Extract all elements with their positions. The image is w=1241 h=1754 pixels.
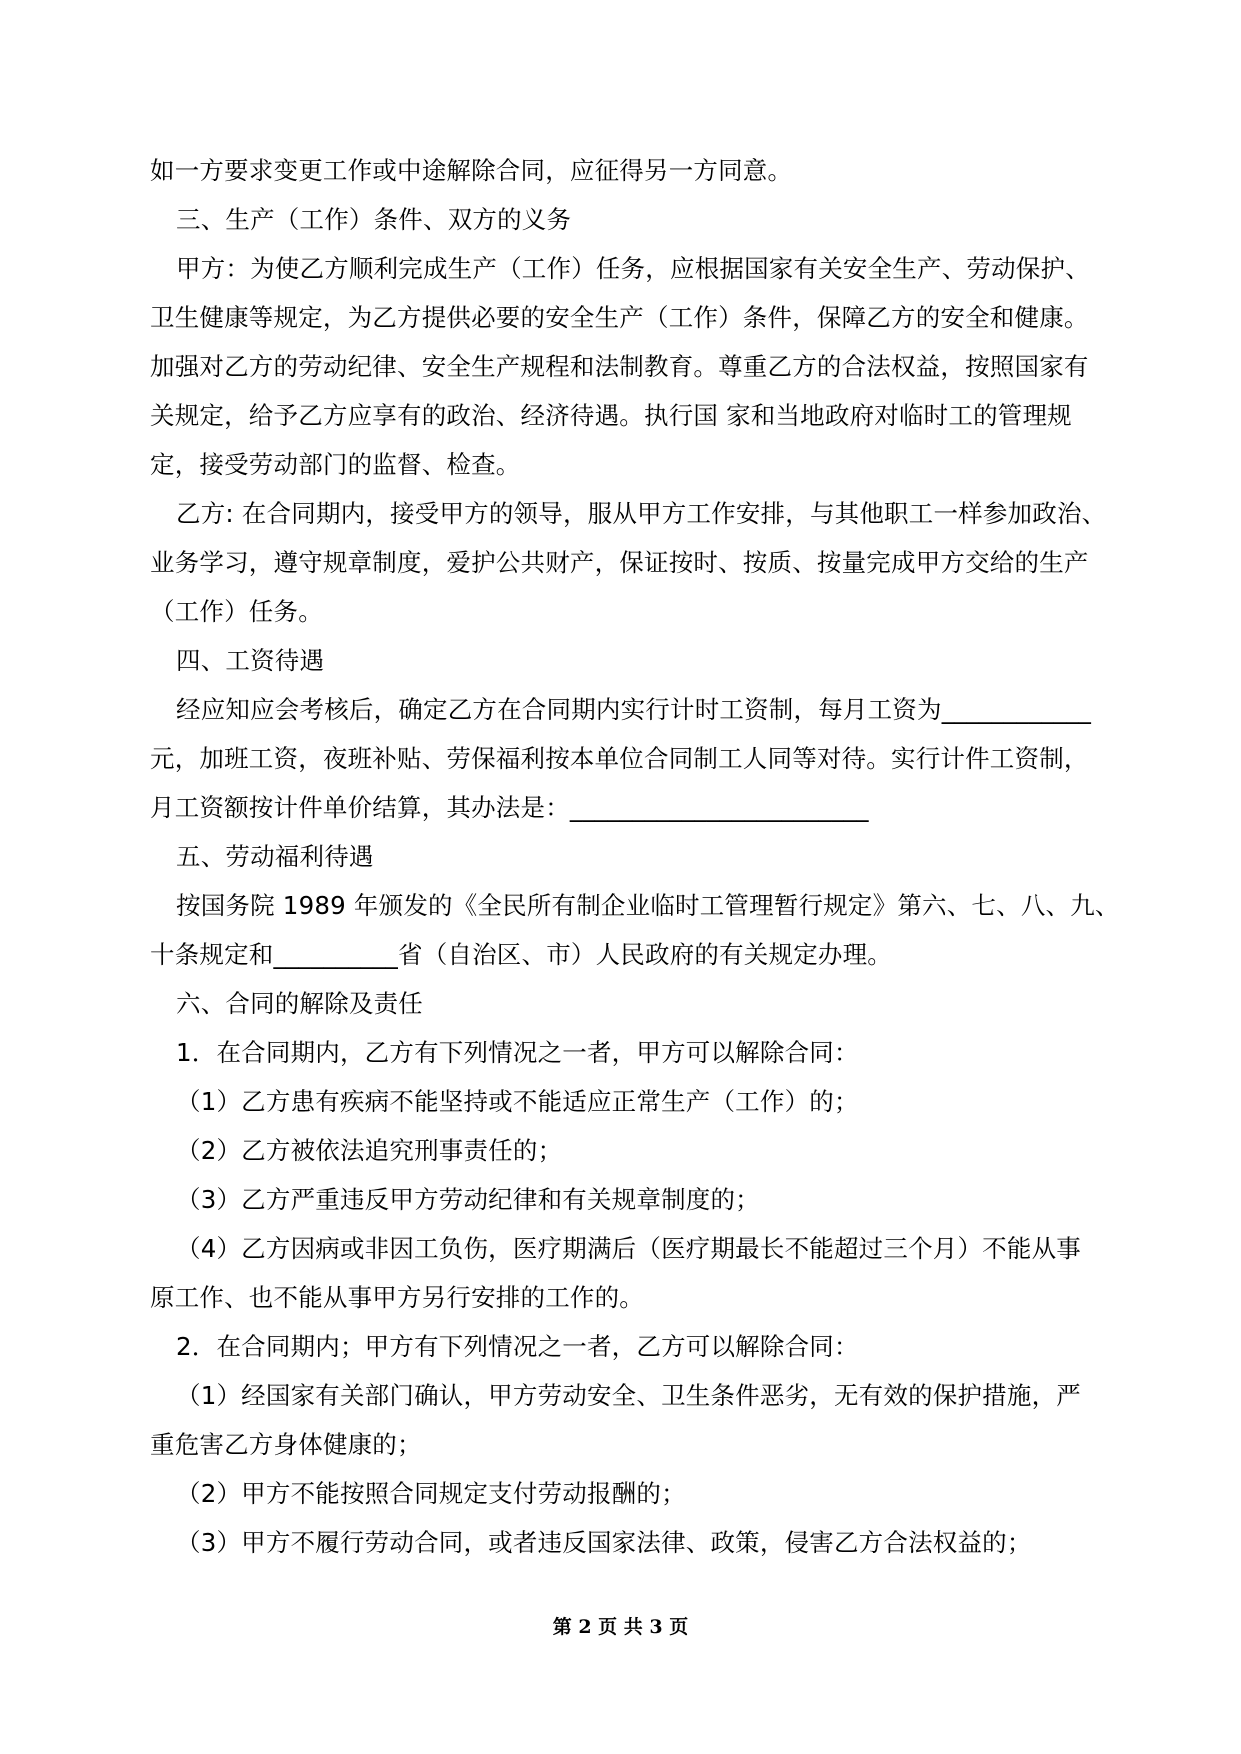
paragraph-line: 关规定，给予乙方应享有的政治、经济待遇。执行国 家和当地政府对临时工的管理规 <box>150 401 1072 430</box>
paragraph-line: 重危害乙方身体健康的； <box>150 1430 422 1459</box>
paragraph-line: （2）乙方被依法追究刑事责任的； <box>176 1136 563 1165</box>
paragraph-line: （2）甲方不能按照合同规定支付劳动报酬的； <box>176 1479 686 1508</box>
paragraph-line: 加强对乙方的劳动纪律、安全生产规程和法制教育。尊重乙方的合法权益，按照国家有 <box>150 352 1089 381</box>
paragraph-line: 如一方要求变更工作或中途解除合同，应征得另一方同意。 <box>150 156 793 185</box>
paragraph-line: （工作）任务。 <box>150 597 323 626</box>
paragraph-line: （3）甲方不履行劳动合同，或者违反国家法律、政策，侵害乙方合法权益的； <box>176 1528 1032 1557</box>
paragraph-line: 经应知应会考核后，确定乙方在合同期内实行计时工资制，每月工资为____________ <box>176 695 1092 724</box>
paragraph-line: 卫生健康等规定，为乙方提供必要的安全生产（工作）条件，保障乙方的安全和健康。 <box>150 303 1089 332</box>
paragraph-line: 1．在合同期内，乙方有下列情况之一者，甲方可以解除合同： <box>176 1038 859 1067</box>
paragraph-line: 四、工资待遇 <box>176 646 325 675</box>
paragraph-line: 原工作、也不能从事甲方另行安排的工作的。 <box>150 1283 644 1312</box>
paragraph-line: 五、劳动福利待遇 <box>176 842 374 871</box>
paragraph-line: 2．在合同期内；甲方有下列情况之一者，乙方可以解除合同： <box>176 1332 859 1361</box>
paragraph-line: （3）乙方严重违反甲方劳动纪律和有关规章制度的； <box>176 1185 760 1214</box>
paragraph-line: 按国务院 1989 年颁发的《全民所有制企业临时工管理暂行规定》第六、七、八、九、 <box>176 891 1120 920</box>
paragraph-line: 十条规定和__________省（自治区、市）人民政府的有关规定办理。 <box>150 940 892 969</box>
document-body <box>150 146 1120 1567</box>
paragraph-line: 六、合同的解除及责任 <box>176 989 423 1018</box>
paragraph-line: 业务学习，遵守规章制度，爱护公共财产，保证按时、按质、按量完成甲方交给的生产 <box>150 548 1089 577</box>
paragraph-line: （1）经国家有关部门确认，甲方劳动安全、卫生条件恶劣，无有效的保护措施，严 <box>176 1381 1081 1410</box>
page-footer: 第 2 页 共 3 页 <box>552 1616 689 1638</box>
paragraph-line: 三、生产（工作）条件、双方的义务 <box>176 205 572 234</box>
paragraph-line: 元，加班工资，夜班补贴、劳保福利按本单位合同制工人同等对待。实行计件工资制， <box>150 744 1089 773</box>
paragraph-line: （1）乙方患有疾病不能坚持或不能适应正常生产（工作）的； <box>176 1087 859 1116</box>
paragraph-line: 定，接受劳动部门的监督、检查。 <box>150 450 521 479</box>
paragraph-line: 乙方: 在合同期内，接受甲方的领导，服从甲方工作安排，与其他职工一样参加政治、 <box>176 499 1107 528</box>
paragraph-line: 月工资额按计件单价结算，其办法是：________________________ <box>150 793 869 822</box>
paragraph-line: （4）乙方因病或非因工负伤，医疗期满后（医疗期最长不能超过三个月）不能从事 <box>176 1234 1081 1263</box>
paragraph-line: 甲方：为使乙方顺利完成生产（工作）任务，应根据国家有关安全生产、劳动保护、 <box>176 254 1090 283</box>
